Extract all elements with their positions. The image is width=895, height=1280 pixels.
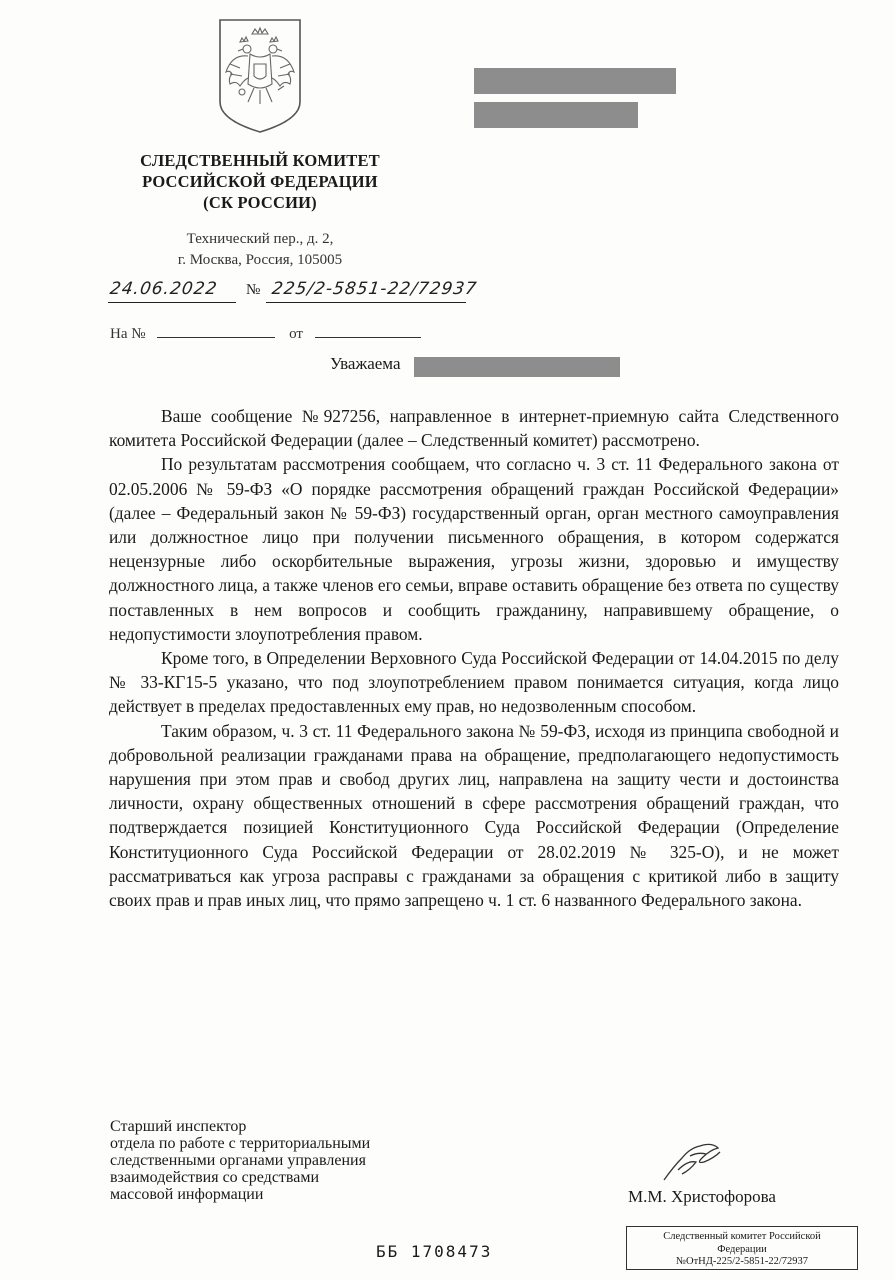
reply-date-blank bbox=[315, 337, 421, 338]
position-line: следственными органами управления bbox=[110, 1152, 366, 1169]
handwritten-signature-icon bbox=[660, 1136, 724, 1184]
body-paragraph: Ваше сообщение №927256, направленное в интернет-приемную сайта Следственного комитета Российской Федерации (далее – Следственный комитет) рассмотрено. bbox=[109, 406, 839, 451]
reply-from-label: от bbox=[289, 326, 303, 342]
body-paragraph: Таким образом, ч. 3 ст. 11 Федерального закона № 59-ФЗ, исходя из принципа свободной и добровольной реализации гражданами права на обращение, предполагающего недопустимость нарушения при этом прав и свобод других лиц, направлена на защиту чести и достоинства личности, охрану общественных отношений в сфере рассмотрения обращений граждан, что подтверждается позицией Конституционного Суда Российской Федерации (Определение Конституционного Суда Российской Федерации от 28.02.2019 № 325-О), и не может рассматриваться как угроза расправы с гражданами за обращения с критикой либо в защиту своих прав и прав иных лиц, что прямо запрещено ч. 1 ст. 6 названного Федерального закона. bbox=[109, 720, 839, 911]
reply-number-blank bbox=[157, 337, 275, 338]
number-underline bbox=[266, 302, 466, 303]
signatory-position bbox=[110, 1118, 490, 1203]
russian-eagle-emblem-icon bbox=[214, 16, 306, 136]
redacted-addressee-name bbox=[414, 357, 620, 377]
org-line: РОССИЙСКОЙ ФЕДЕРАЦИИ bbox=[142, 172, 378, 191]
body-paragraph: По результатам рассмотрения сообщаем, что согласно ч. 3 ст. 11 Федерального закона от 02.05.2006 № 59-ФЗ «О порядке рассмотрения обращений граждан Российской Федерации» (далее – Федеральный закон № 59-ФЗ) государственный орган, орган местного самоуправления или должностное лицо при получении письменного обращения, в котором содержатся нецензурные либо оскорбительные выражения, угрозы жизни, здоровью и имуществу должностного лица, а также членов его семьи, вправе оставить обращение без ответа по существу поставленных в нем вопросов и сообщить гражданину, направившему обращение, о недопустимости злоупотребления правом. bbox=[109, 454, 839, 644]
redacted-recipient-line bbox=[474, 102, 638, 128]
stamp-line: Федерации bbox=[717, 1243, 767, 1255]
position-line: отдела по работе с территориальными bbox=[110, 1135, 371, 1152]
address-line: Технический пер., д. 2, bbox=[186, 231, 334, 247]
reply-reference-line bbox=[110, 326, 421, 343]
position-line: Старший инспектор bbox=[110, 1118, 247, 1135]
position-line: массовой информации bbox=[110, 1186, 264, 1203]
number-label: № bbox=[246, 282, 261, 298]
greeting: Уважаема bbox=[330, 354, 401, 373]
organization-name bbox=[110, 150, 410, 213]
address-line: г. Москва, Россия, 105005 bbox=[177, 252, 343, 268]
position-line: взаимодействия со средствами bbox=[110, 1169, 320, 1186]
handwritten-outgoing-number: 225/2-5851-22/72937 bbox=[270, 279, 479, 299]
date-underline bbox=[108, 302, 236, 303]
organization-address bbox=[110, 229, 410, 271]
letter-body bbox=[109, 404, 839, 912]
org-line: (СК РОССИИ) bbox=[203, 193, 317, 212]
redacted-recipient-line bbox=[474, 68, 676, 94]
registration-stamp bbox=[626, 1226, 858, 1270]
stamp-line: №ОтНД-225/2-5851-22/72937 bbox=[675, 1256, 808, 1267]
body-paragraph: Кроме того, в Определении Верховного Суда Российской Федерации от 14.04.2015 по делу № 33-КГ15-5 указано, что под злоупотреблением правом понимается ситуация, когда лицо действует в пределах предоставленных ему прав, но недозволенным способом. bbox=[109, 648, 839, 717]
handwritten-date: 24.06.2022 bbox=[108, 279, 219, 299]
stamp-line: Следственный комитет Российской bbox=[663, 1231, 821, 1242]
signatory-name: М.М. Христофорова bbox=[628, 1187, 776, 1206]
org-line: СЛЕДСТВЕННЫЙ КОМИТЕТ bbox=[140, 151, 380, 170]
form-serial-number: ББ 1708473 bbox=[376, 1242, 493, 1261]
reply-to-label: На № bbox=[110, 326, 146, 342]
